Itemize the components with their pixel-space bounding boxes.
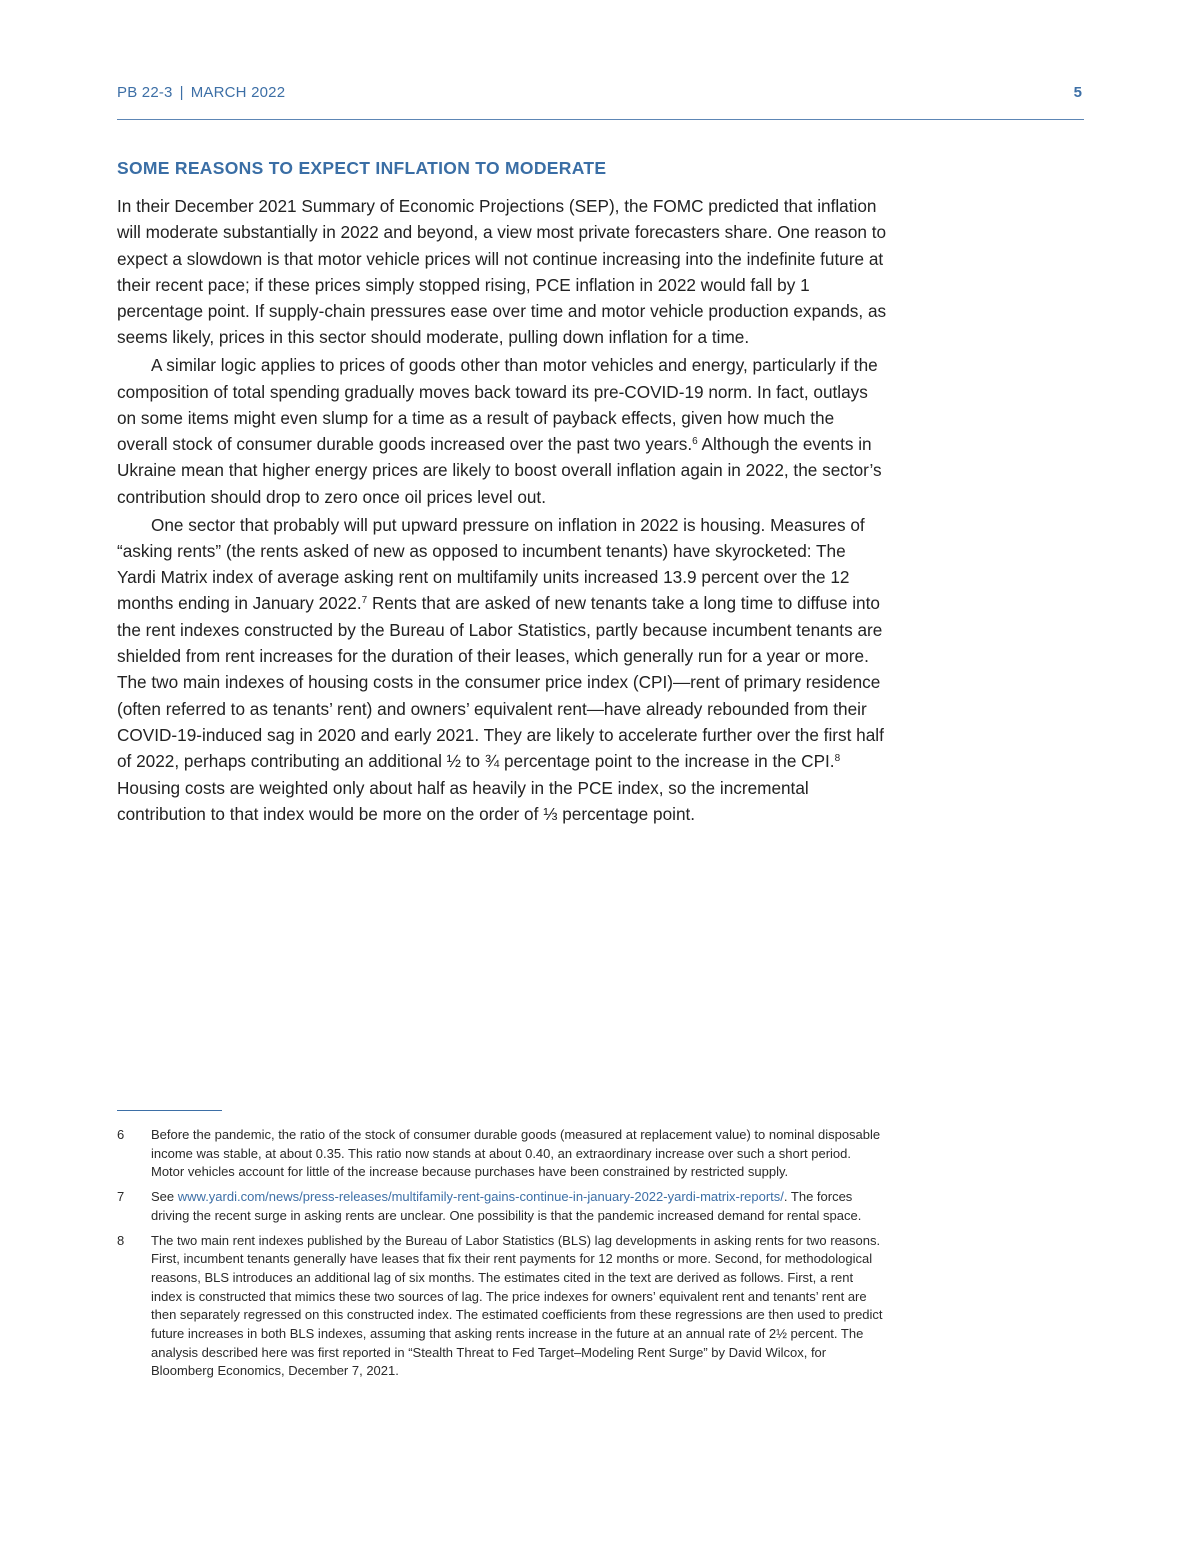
footnote-divider xyxy=(117,1110,222,1111)
footnote-ref-7[interactable]: 7 xyxy=(361,595,368,607)
publication-date: MARCH 2022 xyxy=(190,84,286,101)
footnote-number: 6 xyxy=(117,1127,125,1142)
paragraph-3 xyxy=(117,512,887,828)
yardi-link[interactable]: www.yardi.com/news/press-releases/multifamily-rent-gains-continue-in-january-2022-yardi-matrix-reports/ xyxy=(177,1189,784,1205)
paragraph-1 xyxy=(117,193,887,351)
footnote-ref-8[interactable]: 8 xyxy=(834,753,841,765)
footnote-8 xyxy=(117,1232,887,1382)
footnote-number: 8 xyxy=(117,1232,125,1248)
footnote-lead: See xyxy=(151,1189,178,1205)
page-number: 5 xyxy=(1073,84,1082,101)
footnotes xyxy=(117,1126,887,1387)
header-left xyxy=(117,84,285,101)
running-header xyxy=(117,84,1084,106)
footnote-text: . The forces driving the recent surge in asking rents are unclear. One possibility is that the pandemic increased demand for rental space. xyxy=(151,1189,862,1223)
paragraph-2-text-a: A similar logic applies to prices of goods other than motor vehicles and energy, particularly if the composition of total spending gradually moves back toward its pre-COVID-19 norm. In fact, outlays on some items might even slump for a time as a result of payback effects, given how much the overall stock of consumer durable goods increased over the past two years. xyxy=(117,355,878,455)
header-separator: | xyxy=(179,84,184,101)
footnote-text: The two main rent indexes published by the Bureau of Labor Statistics (BLS) lag developments in asking rents for two reasons. First, incumbent tenants generally have leases that fix their rent payments for 12 months or more. Second, for methodological reasons, BLS introduces an additional lag of six months. The estimates cited in the text are derived as follows. First, a rent index is constructed that mimics these two sources of lag. The price indexes for owners’ equivalent rent and tenants’ rent are then separately regressed on this constructed index. The estimated coefficients from these regressions are then used to predict future increases in both BLS indexes, assuming that asking rents increase in the future at an annual rate of 2½ percent. The analysis described here was first reported in “Stealth Threat to Fed Target–Modeling Rent Surge” by David Wilcox, for Bloomberg Economics, December 7, 2021. xyxy=(151,1232,883,1379)
paragraph-2-text-b: Although the events in Ukraine mean that higher energy prices are likely to boost overall inflation again in 2022, the sector’s contribution should drop to zero once oil prices level out. xyxy=(117,434,882,507)
paragraph-2 xyxy=(117,352,887,510)
paragraph-3-text-c: Housing costs are weighted only about half as heavily in the PCE index, so the incremental contribution to that index would be more on the order of ⅓ percentage point. xyxy=(117,777,809,824)
footnote-text: Before the pandemic, the ratio of the stock of consumer durable goods (measured at replacement value) to nominal disposable income was stable, at about 0.35. This ratio now stands at about 0.40, an extraordinary increase over such a short period. Motor vehicles account for little of the increase because purchases have been constrained by restricted supply. xyxy=(151,1127,881,1180)
footnote-ref-6[interactable]: 6 xyxy=(692,436,698,448)
publication-id: PB 22-3 xyxy=(117,84,173,101)
paragraph-3-text-b: Rents that are asked of new tenants take a long time to diffuse into the rent indexes constructed by the Bureau of Labor Statistics, partly because incumbent tenants are shielded from rent increases for the duration of their leases, which generally run for a year or more. The two main indexes of housing costs in the consumer price index (CPI)—rent of primary residence (often referred to as tenants’ rent) and owners’ equivalent rent—have already rebounded from their COVID-19-induced sag in 2020 and early 2021. They are likely to accelerate further over the first half of 2022, perhaps contributing an additional ½ to ¾ percentage point to the increase in the CPI. xyxy=(117,593,884,772)
footnote-6 xyxy=(117,1126,887,1182)
footnote-number: 7 xyxy=(117,1189,125,1205)
paragraph-1-text: In their December 2021 Summary of Economic Projections (SEP), the FOMC predicted that inflation will moderate substantially in 2022 and beyond, a view most private forecasters share. One reason to expect a slowdown is that motor vehicle prices will not continue increasing into the indefinite future at their recent pace; if these prices simply stopped rising, PCE inflation in 2022 would fall by 1 percentage point. If supply-chain pressures ease over time and motor vehicle production expands, as seems likely, prices in this sector should moderate, pulling down inflation for a time. xyxy=(117,196,887,348)
paragraph-3-text-a: One sector that probably will put upward pressure on inflation in 2022 is housing. Measures of “asking rents” (the rents asked of new as opposed to incumbent tenants) have skyrocketed: The Yardi Matrix index of average asking rent on multifamily units increased 13.9 percent over the 12 months ending in January 2022. xyxy=(117,514,865,614)
header-divider xyxy=(117,119,1084,120)
body-text xyxy=(117,193,887,829)
section-title: SOME REASONS TO EXPECT INFLATION TO MODERATE xyxy=(117,158,607,178)
footnote-7 xyxy=(117,1188,887,1225)
